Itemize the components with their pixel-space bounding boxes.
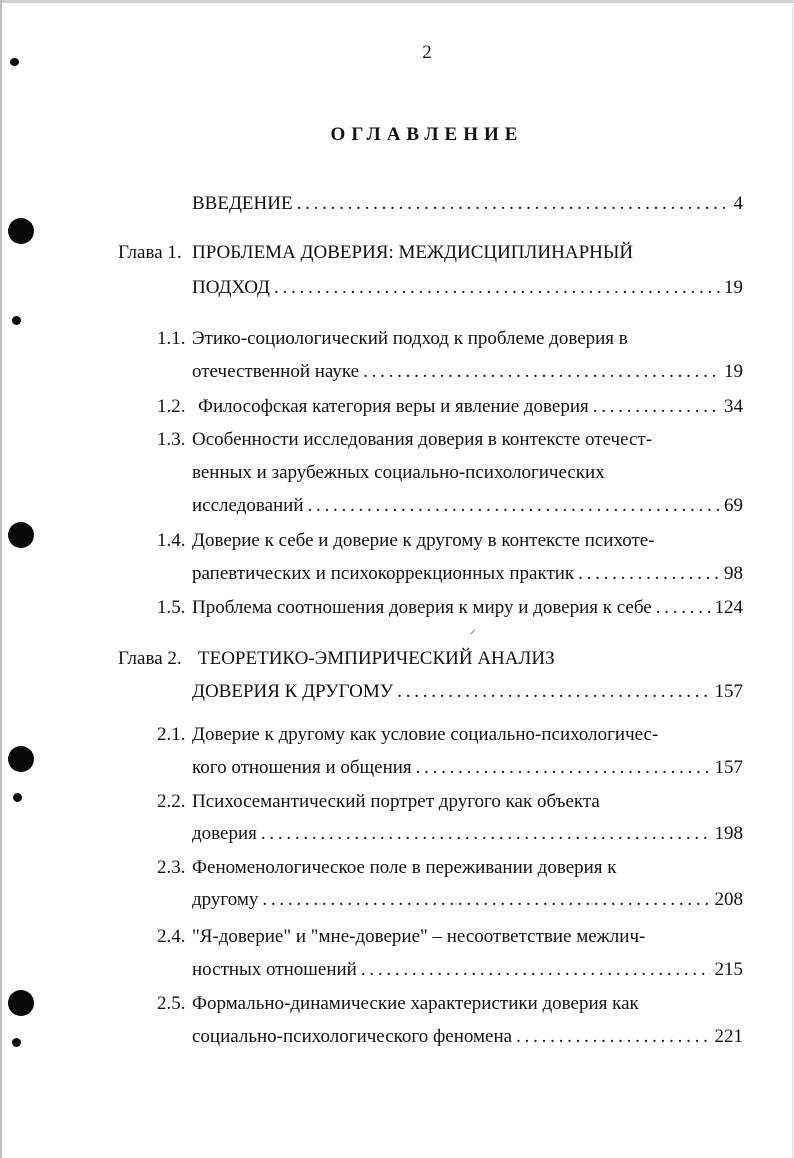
entry-title: исследований bbox=[192, 495, 304, 516]
section-number: 1.1. bbox=[157, 328, 186, 349]
toc-entry-2-1[interactable] bbox=[192, 756, 743, 780]
section-number: 2.5. bbox=[157, 993, 186, 1014]
section-title-cont[interactable]: венных и зарубежных социально-психологических bbox=[192, 462, 605, 483]
section-number: 2.1. bbox=[157, 724, 186, 745]
toc-entry-chapter2[interactable] bbox=[192, 680, 743, 704]
section-number: 1.3. bbox=[157, 429, 186, 450]
dot-leader bbox=[262, 888, 710, 912]
chapter-title[interactable]: ТЕОРЕТИКО-ЭМПИРИЧЕСКИЙ АНАЛИЗ bbox=[198, 648, 555, 669]
entry-page: 19 bbox=[724, 277, 743, 298]
toc-title: ОГЛАВЛЕНИЕ bbox=[330, 124, 524, 145]
entry-title: ВВЕДЕНИЕ bbox=[192, 193, 293, 214]
toc-entry-2-2[interactable] bbox=[192, 822, 743, 846]
entry-page: 157 bbox=[714, 681, 743, 702]
toc-entry-1-4[interactable] bbox=[192, 562, 743, 586]
chapter-label: Глава 2. bbox=[118, 648, 182, 669]
section-number: 2.3. bbox=[157, 857, 186, 878]
entry-title: ностных отношений bbox=[192, 959, 357, 980]
entry-title: кого отношения и общения bbox=[192, 757, 412, 778]
page-left-edge bbox=[0, 0, 2, 1158]
dot-leader bbox=[308, 494, 720, 518]
toc-entry-1-3[interactable] bbox=[192, 494, 743, 518]
entry-title: другому bbox=[192, 889, 259, 910]
binder-hole bbox=[8, 746, 34, 772]
dot-leader bbox=[274, 276, 720, 300]
binder-hole bbox=[8, 990, 34, 1016]
section-title[interactable]: "Я-доверие" и "мне-доверие" – несоответствие межлич- bbox=[192, 926, 646, 947]
entry-page: 124 bbox=[714, 597, 743, 618]
entry-title: Философская категория веры и явление доверия bbox=[198, 396, 589, 417]
entry-title: социально-психологического феномена bbox=[192, 1026, 513, 1047]
section-title[interactable]: Этико-социологический подход к проблеме доверия в bbox=[192, 328, 628, 349]
dot-leader bbox=[361, 958, 711, 982]
binder-hole bbox=[8, 218, 34, 244]
toc-entry-1-2[interactable] bbox=[198, 395, 743, 419]
toc-entry-1-1[interactable] bbox=[192, 360, 743, 384]
entry-page: 221 bbox=[714, 1026, 743, 1047]
entry-page: 69 bbox=[724, 495, 743, 516]
scan-mark: ⸝ bbox=[470, 622, 477, 636]
section-title[interactable]: Особенности исследования доверия в контексте отечест- bbox=[192, 429, 653, 450]
dot-leader bbox=[656, 596, 711, 620]
chapter-title[interactable]: ПРОБЛЕМА ДОВЕРИЯ: МЕЖДИСЦИПЛИНАРНЫЙ bbox=[192, 242, 634, 263]
entry-title: ДОВЕРИЯ К ДРУГОМУ bbox=[192, 681, 394, 702]
entry-title: Проблема соотношения доверия к миру и доверия к себе bbox=[192, 597, 652, 618]
entry-page: 34 bbox=[724, 396, 743, 417]
dot-leader bbox=[416, 756, 711, 780]
section-title[interactable]: Психосемантический портрет другого как объекта bbox=[192, 791, 600, 812]
page-top-edge bbox=[0, 0, 794, 3]
dot-leader bbox=[397, 680, 710, 704]
binder-mark bbox=[12, 1038, 21, 1047]
section-title[interactable]: Формально-динамические характеристики доверия как bbox=[192, 993, 639, 1014]
entry-title: рапевтических и психокоррекционных практик bbox=[192, 563, 575, 584]
page-right-edge bbox=[792, 0, 793, 1158]
section-number: 1.5. bbox=[157, 597, 186, 618]
dot-leader bbox=[578, 562, 720, 586]
toc-entry-intro[interactable] bbox=[192, 192, 743, 216]
chapter-label: Глава 1. bbox=[118, 242, 182, 263]
toc-entry-1-5[interactable] bbox=[192, 596, 743, 620]
entry-page: 98 bbox=[724, 563, 743, 584]
entry-page: 198 bbox=[714, 823, 743, 844]
section-number: 2.2. bbox=[157, 791, 186, 812]
entry-page: 208 bbox=[714, 889, 743, 910]
binder-mark bbox=[13, 793, 22, 802]
toc-entry-2-5[interactable] bbox=[192, 1025, 743, 1049]
dot-leader bbox=[363, 360, 720, 384]
section-number: 2.4. bbox=[157, 926, 186, 947]
dot-leader bbox=[516, 1025, 710, 1049]
section-title[interactable]: Феноменологическое поле в переживании доверия к bbox=[192, 857, 617, 878]
section-title[interactable]: Доверие к себе и доверие к другому в контексте психоте- bbox=[192, 530, 655, 551]
dot-leader bbox=[297, 192, 730, 216]
section-title[interactable]: Доверие к другому как условие социально-психологичес- bbox=[192, 724, 659, 745]
binder-mark bbox=[12, 316, 21, 325]
entry-page: 215 bbox=[714, 959, 743, 980]
entry-page: 4 bbox=[733, 193, 743, 214]
dot-leader bbox=[593, 395, 720, 419]
entry-title: отечественной науке bbox=[192, 361, 360, 382]
dot-leader bbox=[261, 822, 711, 846]
section-number: 1.2. bbox=[157, 396, 186, 417]
toc-entry-2-4[interactable] bbox=[192, 958, 743, 982]
toc-entry-2-3[interactable] bbox=[192, 888, 743, 912]
section-number: 1.4. bbox=[157, 530, 186, 551]
entry-title: ПОДХОД bbox=[192, 277, 270, 298]
entry-page: 157 bbox=[714, 757, 743, 778]
toc-entry-chapter1[interactable] bbox=[192, 276, 743, 300]
entry-title: доверия bbox=[192, 823, 257, 844]
entry-page: 19 bbox=[724, 361, 743, 382]
binder-hole bbox=[8, 522, 34, 548]
page-number: 2 bbox=[422, 42, 432, 63]
